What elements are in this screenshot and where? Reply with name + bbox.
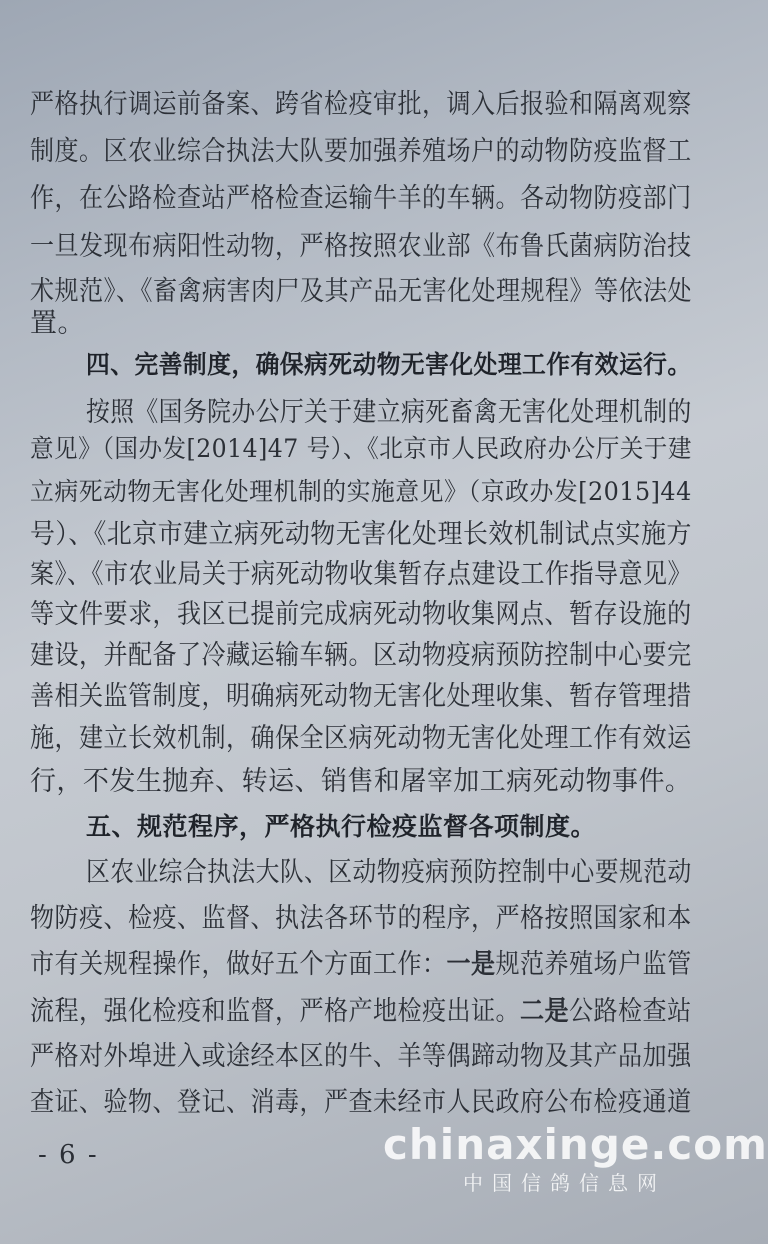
page-number: - 6 - [38,1140,99,1170]
text-line: 术规范》、《畜禽病害肉尸及其产品无害化处理规程》等依法处 [30,276,693,307]
text-line: 区农业综合执法大队、区动物疫病预防控制中心要规范动 [86,857,692,888]
section-heading: 四、完善制度，确保病死动物无害化处理工作有效运行。 [86,350,692,379]
text-line: 善相关监管制度，明确病死动物无害化处理收集、暂存管理措 [30,681,692,712]
text-line: 建设，并配备了冷藏运输车辆。区动物疫病预防控制中心要完 [30,640,692,671]
text-line: 等文件要求，我区已提前完成病死动物收集网点、暂存设施的 [30,599,692,630]
text-line: 严格对外埠进入或途经本区的牛、羊等偶蹄动物及其产品加强 [30,1041,692,1072]
emphasis-text: 二是 [520,996,570,1027]
text-line: 施，建立长效机制，确保全区病死动物无害化处理工作有效运 [30,723,692,754]
watermark-site: chinaxinge.com [383,1120,768,1169]
text-line: 查证、验物、登记、消毒，严查未经市人民政府公布检疫通道 [30,1087,692,1118]
text-line: 号）、《北京市建立病死动物无害化处理长效机制试点实施方 [30,519,692,550]
text-line: 按照《国务院办公厅关于建立病死畜禽无害化处理机制的 [86,397,692,428]
watermark-name: 中国信鸽信息网 [463,1171,666,1195]
text-line: 作，在公路检查站严格检查运输牛羊的车辆。各动物防疫部门 [30,183,692,214]
text-segment: 公路检查站 [569,996,692,1027]
text-segment: 市有关规程操作，做好五个方面工作： [30,949,447,980]
text-line: 立病死动物无害化处理机制的实施意见》（京政办发[2015]44 [30,477,692,506]
section-heading: 五、规范程序，严格执行检疫监督各项制度。 [86,812,597,841]
text-line: 行，不发生抛弃、转运、销售和屠宰加工病死动物事件。 [30,766,692,797]
text-line: 制度。区农业综合执法大队要加强养殖场户的动物防疫监督工 [30,136,692,167]
text-line [30,948,692,982]
text-line: 物防疫、检疫、监督、执法各环节的程序，严格按照国家和本 [30,903,692,934]
text-line: 案》、《市农业局关于病死动物收集暂存点建设工作指导意见》 [30,559,693,590]
text-line: 意见》（国办发[2014]47 号）、《北京市人民政府办公厅关于建 [30,434,692,463]
emphasis-text: 一是 [446,949,496,980]
text-segment: 规范养殖场户监管 [495,949,692,980]
text-segment: 流程，强化检疫和监督，严格产地检疫出证。 [30,996,521,1027]
text-line: 置。 [30,308,85,339]
text-line: 严格执行调运前备案、跨省检疫审批，调入后报验和隔离观察 [30,89,692,120]
text-line: 一旦发现布病阳性动物，严格按照农业部《布鲁氏菌病防治技 [30,231,692,262]
text-line [30,995,692,1029]
